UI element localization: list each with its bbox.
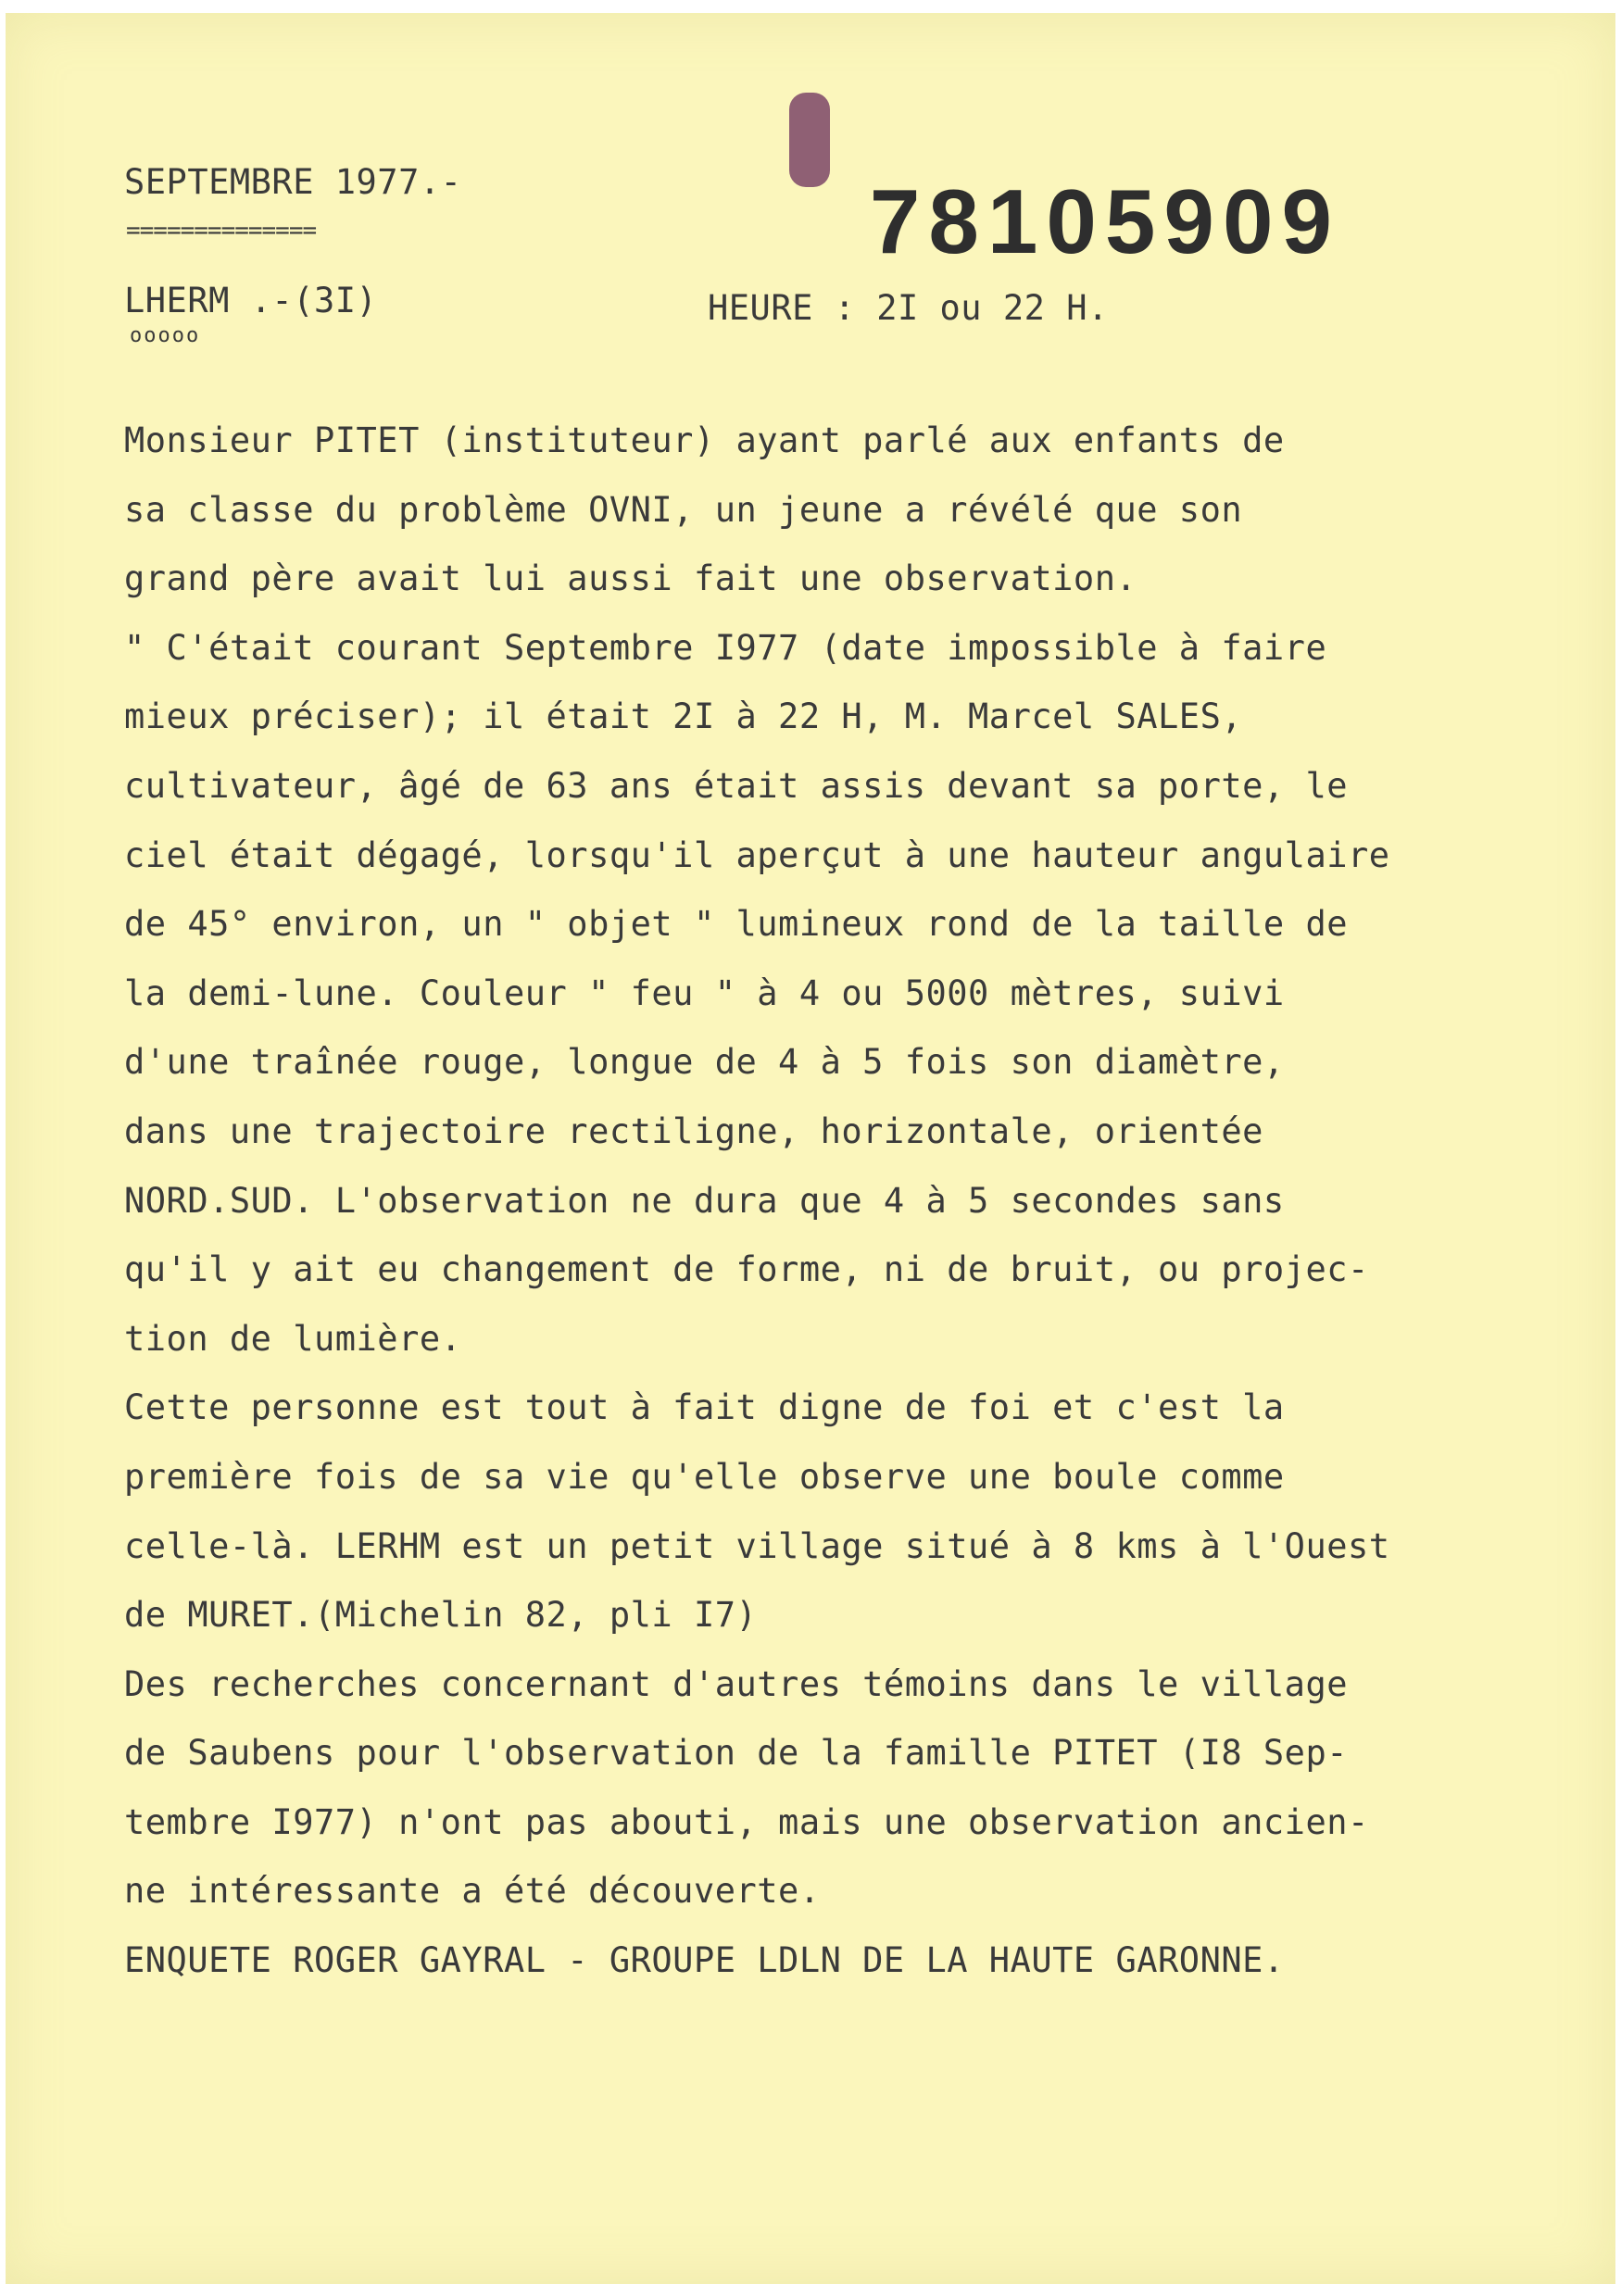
body-line: Cette personne est tout à fait digne de foi et c'est la (124, 1387, 1285, 1428)
place-heading: LHERM .-(3I) (124, 281, 378, 320)
body-line: qu'il y ait eu changement de forme, ni de bruit, ou projec- (124, 1249, 1369, 1290)
body-line: mieux préciser); il était 2I à 22 H, M. Marcel SALES, (124, 696, 1243, 737)
ink-correction-mark (789, 93, 830, 187)
time-heading: HEURE : 2I ou 22 H. (708, 288, 1109, 328)
body-line: tembre I977) n'ont pas abouti, mais une observation ancien- (124, 1801, 1369, 1842)
body-line: " C'était courant Septembre I977 (date impossible à faire (124, 627, 1327, 668)
body-line: ciel était dégagé, lorsqu'il aperçut à une hauteur angulaire (124, 834, 1390, 875)
body-line: NORD.SUD. L'observation ne dura que 4 à 5 secondes sans (124, 1180, 1285, 1221)
body-line: Monsieur PITET (instituteur) ayant parlé aux enfants de (124, 420, 1285, 460)
body-line: cultivateur, âgé de 63 ans était assis devant sa porte, le (124, 765, 1349, 806)
body-line: de Saubens pour l'observation de la famille PITET (I8 Sep- (124, 1733, 1349, 1774)
stamp-number: 78105909 (869, 170, 1340, 272)
signature-line: ENQUETE ROGER GAYRAL - GROUPE LDLN DE LA HAUTE GARONNE. (124, 1940, 1285, 1981)
body-line: ne intéressante a été découverte. (124, 1871, 821, 1912)
date-heading: SEPTEMBRE 1977.- (124, 162, 462, 202)
body-line: Des recherches concernant d'autres témoins dans le village (124, 1663, 1349, 1704)
report-body (124, 407, 1588, 1996)
body-line: d'une traînée rouge, longue de 4 à 5 fois son diamètre, (124, 1042, 1285, 1083)
registration-stamp (735, 85, 1340, 448)
document-page (6, 13, 1615, 2284)
place-underline: ooooo (130, 324, 201, 347)
body-line: celle-là. LERHM est un petit village situé à 8 kms à l'Ouest (124, 1525, 1390, 1566)
body-line: dans une trajectoire rectiligne, horizontale, orientée (124, 1110, 1263, 1151)
body-line: grand père avait lui aussi fait une observation. (124, 558, 1137, 599)
body-line: de 45° environ, un " objet " lumineux rond de la taille de (124, 904, 1349, 945)
body-line: sa classe du problème OVNI, un jeune a révélé que son (124, 489, 1243, 530)
body-line: de MURET.(Michelin 82, pli I7) (124, 1595, 758, 1636)
body-line: la demi-lune. Couleur " feu " à 4 ou 5000 mètres, suivi (124, 972, 1285, 1013)
date-underline: ============== (126, 217, 317, 245)
body-line: première fois de sa vie qu'elle observe une boule comme (124, 1456, 1285, 1497)
body-line: tion de lumière. (124, 1318, 462, 1359)
